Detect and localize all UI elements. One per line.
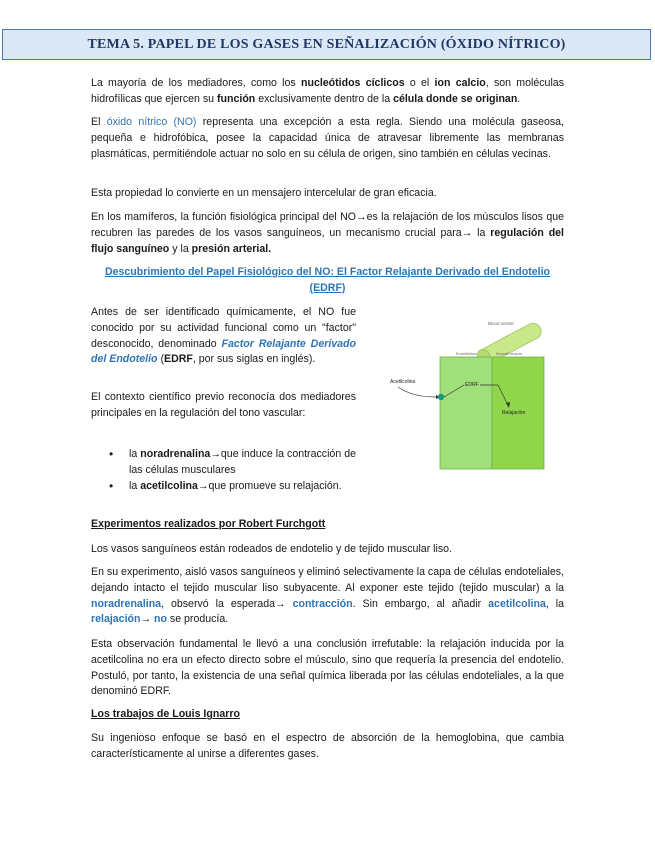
list-item: • la noradrenalina→que induce la contracción de las células musculares: [91, 447, 356, 479]
receptor-icon: [438, 394, 444, 400]
page-title: TEMA 5. PAPEL DE LOS GASES EN SEÑALIZACIÓN (ÓXIDO NÍTRICO): [87, 36, 566, 52]
edrf-paragraph-1: Antes de ser identificado químicamente, el NO fue conocido por su actividad funcional como un "factor" desconocido, denominado Factor Relajante Derivado del Endotelio (EDRF, por sus siglas en inglés).: [91, 306, 356, 366]
furchgott-paragraph-2: En su experimento, aisló vasos sanguíneos y eliminó selectivamente la capa de células endoteliales, dejando intacto el tejido muscular liso subyacente. Al exponer este tejido (tejido muscular) a la noradrenalina, observó la esperada→ contracción. Sin embargo, al añadir acetilcolina, la relajación→ no se producía.: [91, 566, 565, 626]
smooth-muscle-label: Smooth muscle: [496, 352, 523, 356]
edrf-label: EDRF: [465, 382, 479, 388]
intro-paragraph-3: Esta propiedad lo convierte en un mensajero intercelular de gran eficacia.: [91, 187, 437, 199]
acetylcholine-label: Acetilcolina: [390, 379, 416, 385]
acetylcholine-arrow: [398, 387, 436, 397]
section-heading-ignarro: Los trabajos de Louis Ignarro: [91, 708, 240, 720]
ignarro-paragraph-1: Su ingenioso enfoque se basó en el espectro de absorción de la hemoglobina, que cambia característicamente al unirse a diferentes gases.: [91, 732, 564, 760]
edrf-paragraph-2: El contexto científico previo reconocía dos mediadores principales en la regulación del tono vascular:: [91, 391, 356, 419]
mediator-list: [91, 447, 356, 494]
list-item: • la acetilcolina→que promueve su relajación.: [91, 479, 356, 495]
blood-vessel-label: Blood vessel: [488, 321, 514, 326]
edrf-diagram: [372, 313, 562, 473]
intro-paragraph-1: La mayoría de los mediadores, como los nucleótidos cíclicos o el ion calcio, son moléculas hidrofílicas que ejercen su función exclusivamente dentro de la célula donde se originan.: [91, 77, 564, 105]
section-heading-furchgott: Experimentos realizados por Robert Furchgott: [91, 518, 326, 530]
furchgott-paragraph-3: Esta observación fundamental le llevó a una conclusión irrefutable: la relajación inducida por la acetilcolina no era un efecto directo sobre el músculo, sino que requería la presencia del endotelio. Postuló, por tanto, la existencia de una señal química liberada por las células endoteliales, a la que denominó EDRF.: [91, 638, 564, 698]
endothelium-layer: [440, 357, 492, 469]
intro-paragraph-4: En los mamíferos, la función fisiológica principal del NO→es la relajación de los músculos lisos que recubren las paredes de los vasos sanguíneos, un mecanismo crucial para→ la regulación del flujo sanguíneo y la presión arterial.: [91, 211, 564, 255]
section-heading-edrf: Descubrimiento del Papel Fisiológico del NO: El Factor Relajante Derivado del Endotelio (EDRF): [104, 266, 551, 294]
endothelium-label: Endothelium: [456, 352, 478, 356]
furchgott-paragraph-1: Los vasos sanguíneos están rodeados de endotelio y de tejido muscular liso.: [91, 543, 453, 555]
title-banner: [2, 29, 651, 60]
relaxation-label: Relajación: [502, 410, 526, 416]
intro-paragraph-2: El óxido nítrico (NO) representa una excepción a esta regla. Siendo una molécula gaseosa, pequeña e hidrofóbica, posee la capacidad única de atravesar libremente las membranas plasmáticas, permitiéndole actuar no solo en su célula de origen, sino también en células vecinas.: [91, 116, 564, 160]
